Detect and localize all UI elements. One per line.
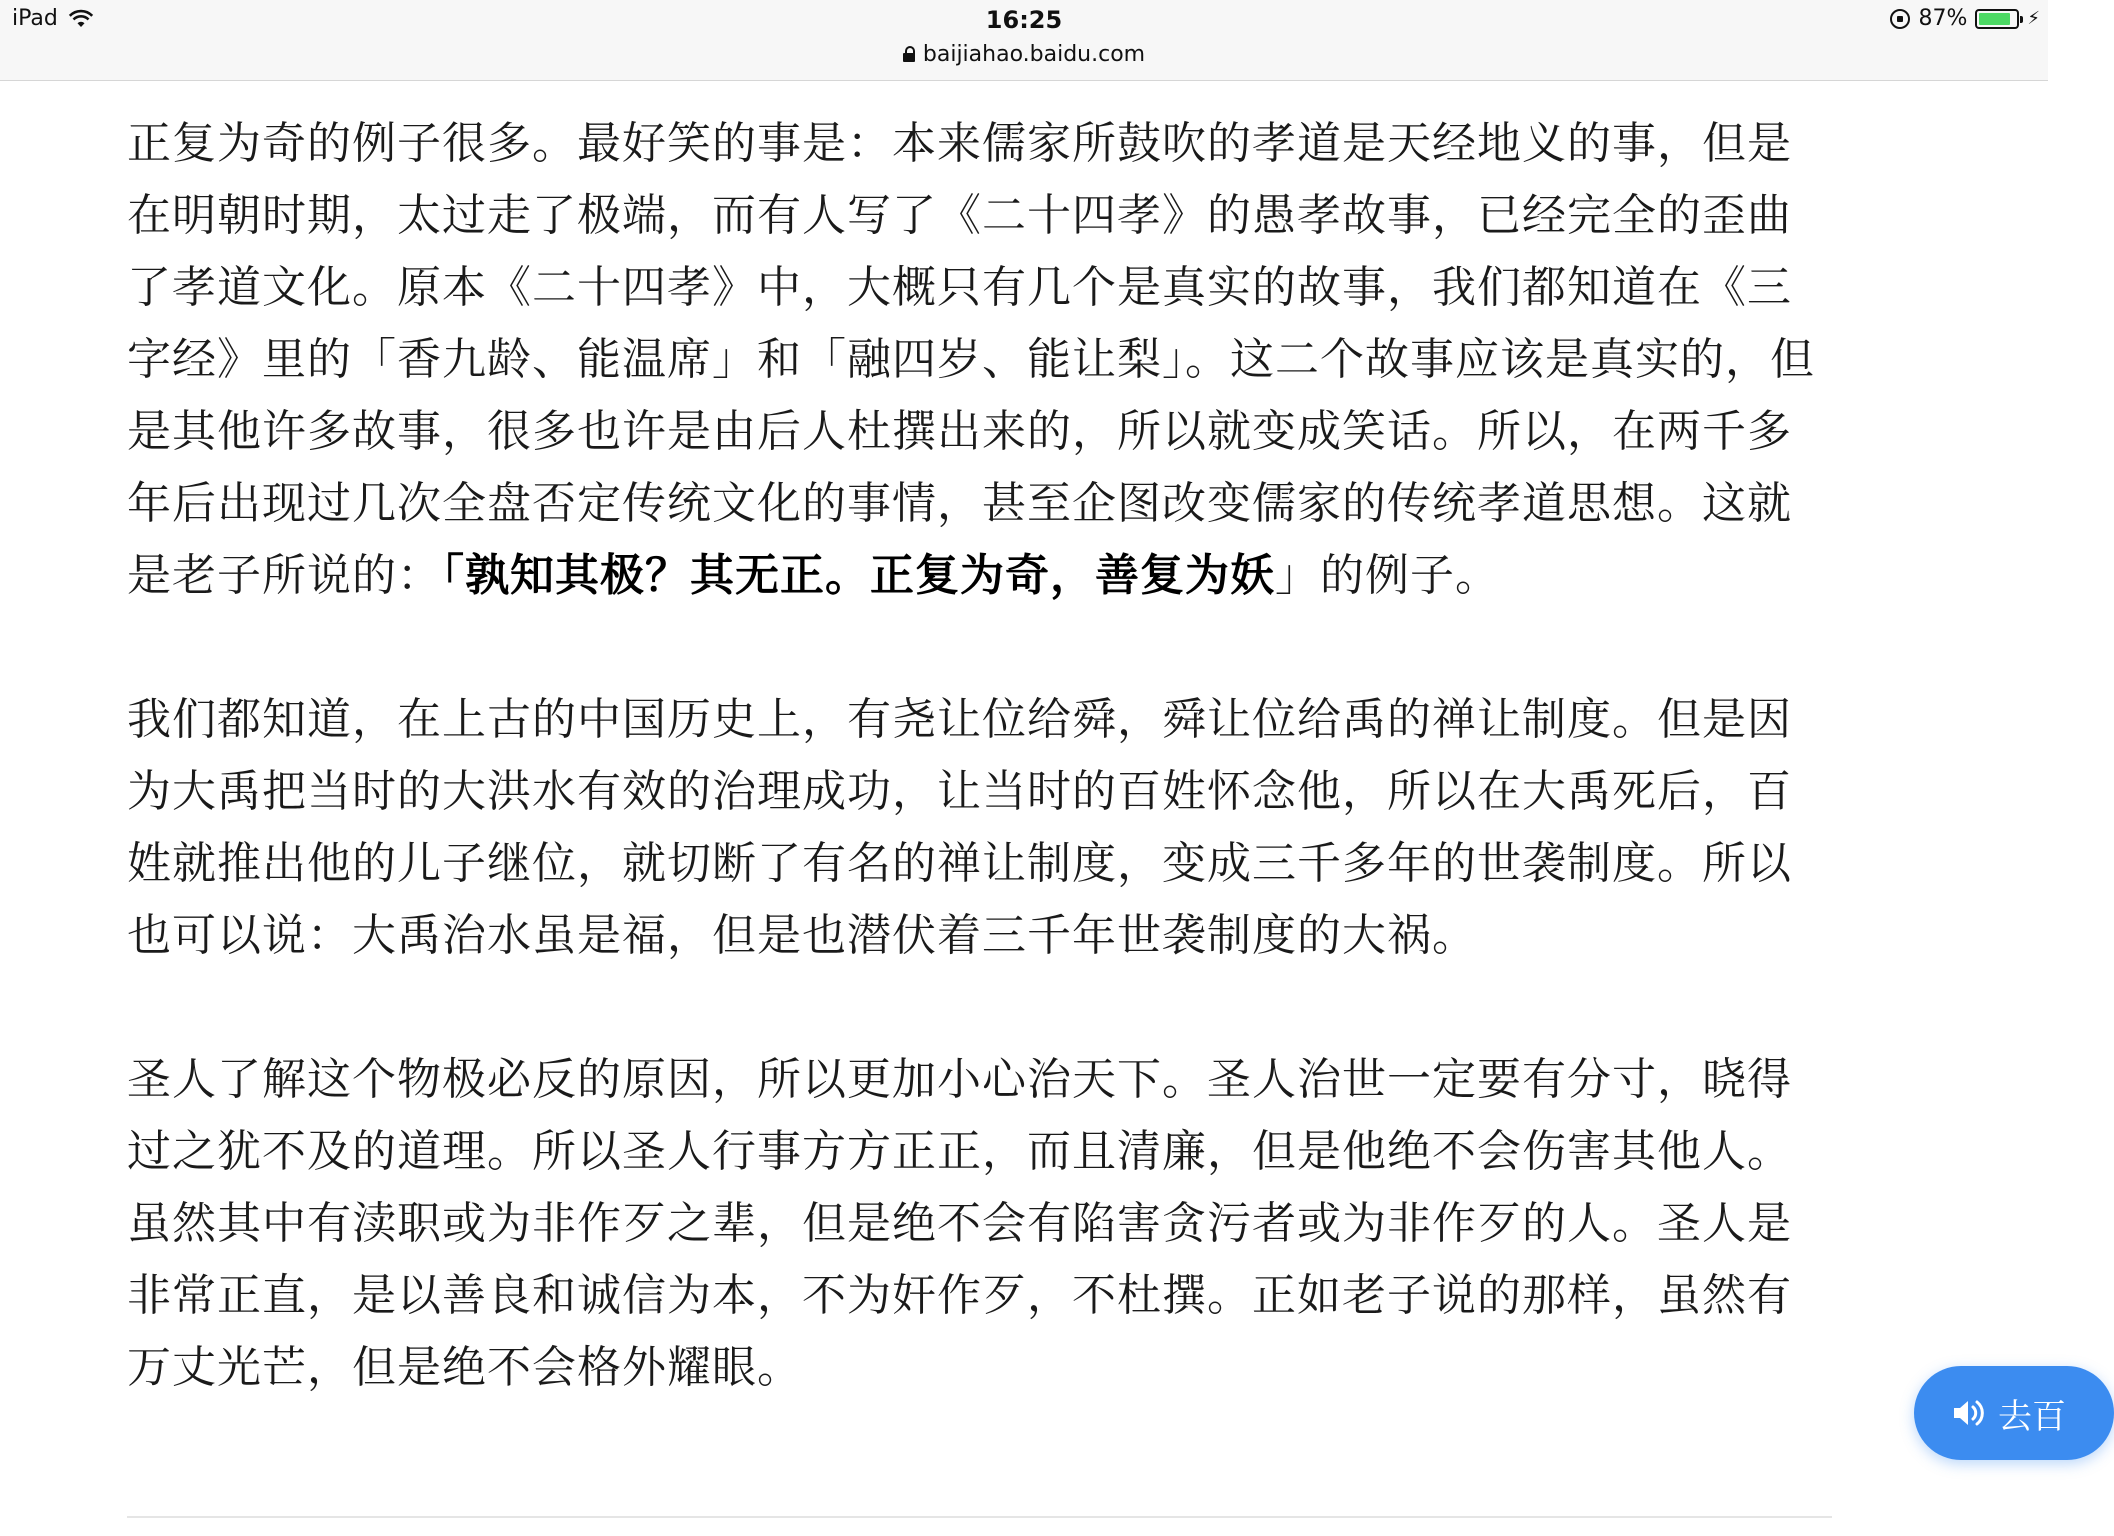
battery-percent: 87%	[1918, 6, 1968, 31]
paragraph-1	[127, 108, 1832, 612]
status-right	[1890, 6, 2040, 31]
paragraph-1-bold-quote: 「孰知其极？其无正。正复为奇，善复为妖	[442, 550, 1275, 601]
address-bar[interactable]	[0, 42, 2048, 67]
battery-icon	[1975, 9, 2019, 29]
paragraph-1-tail: 」的例子。	[1275, 550, 1500, 601]
listen-button[interactable]	[1914, 1366, 2114, 1460]
device-name: iPad	[12, 6, 58, 31]
clock-time: 16:25	[985, 6, 1063, 34]
divider	[127, 1516, 1832, 1518]
status-bar	[0, 0, 2048, 81]
battery-fill	[1979, 13, 2010, 25]
rotation-lock-icon	[1890, 9, 1910, 29]
paragraph-1-text: 正复为奇的例子很多。最好笑的事是：本来儒家所鼓吹的孝道是天经地义的事，但是在明朝时期，太过走了极端，而有人写了《二十四孝》的愚孝故事，已经完全的歪曲了孝道文化。原本《二十四孝》中，大概只有几个是真实的故事，我们都知道在《三字经》里的「香九龄、能温席」和「融四岁、能让梨」。这二个故事应该是真实的，但是其他许多故事，很多也许是由后人杜撰出来的，所以就变成笑话。所以，在两千多年后出现过几次全盘否定传统文化的事情，甚至企图改变儒家的传统孝道思想。这就是老子所说的：	[127, 118, 1815, 601]
paragraph-3: 圣人了解这个物极必反的原因，所以更加小心治天下。圣人治世一定要有分寸，晓得过之犹不及的道理。所以圣人行事方方正正，而且清廉，但是他绝不会伤害其他人。虽然其中有渎职或为非作歹之辈，但是绝不会有陷害贪污者或为非作歹的人。圣人是非常正直，是以善良和诚信为本，不为奸作歹，不杜撰。正如老子说的那样，虽然有万丈光芒，但是绝不会格外耀眼。	[127, 1054, 1792, 1393]
paragraph-2: 我们都知道，在上古的中国历史上，有尧让位给舜，舜让位给禹的禅让制度。但是因为大禹把当时的大洪水有效的治理成功，让当时的百姓怀念他，所以在大禹死后，百姓就推出他的儿子继位，就切断了有名的禅让制度，变成三千多年的世袭制度。所以也可以说：大禹治水虽是福，但是也潜伏着三千年世袭制度的大祸。	[127, 694, 1792, 961]
url-text[interactable]: baijiahao.baidu.com	[922, 42, 1146, 67]
speaker-icon	[1952, 1398, 1986, 1428]
charging-bolt-icon: ⚡	[2027, 8, 2040, 29]
listen-button-label: 去百	[1998, 1396, 2066, 1437]
lock-icon	[903, 46, 915, 62]
article-body	[127, 108, 1832, 1476]
